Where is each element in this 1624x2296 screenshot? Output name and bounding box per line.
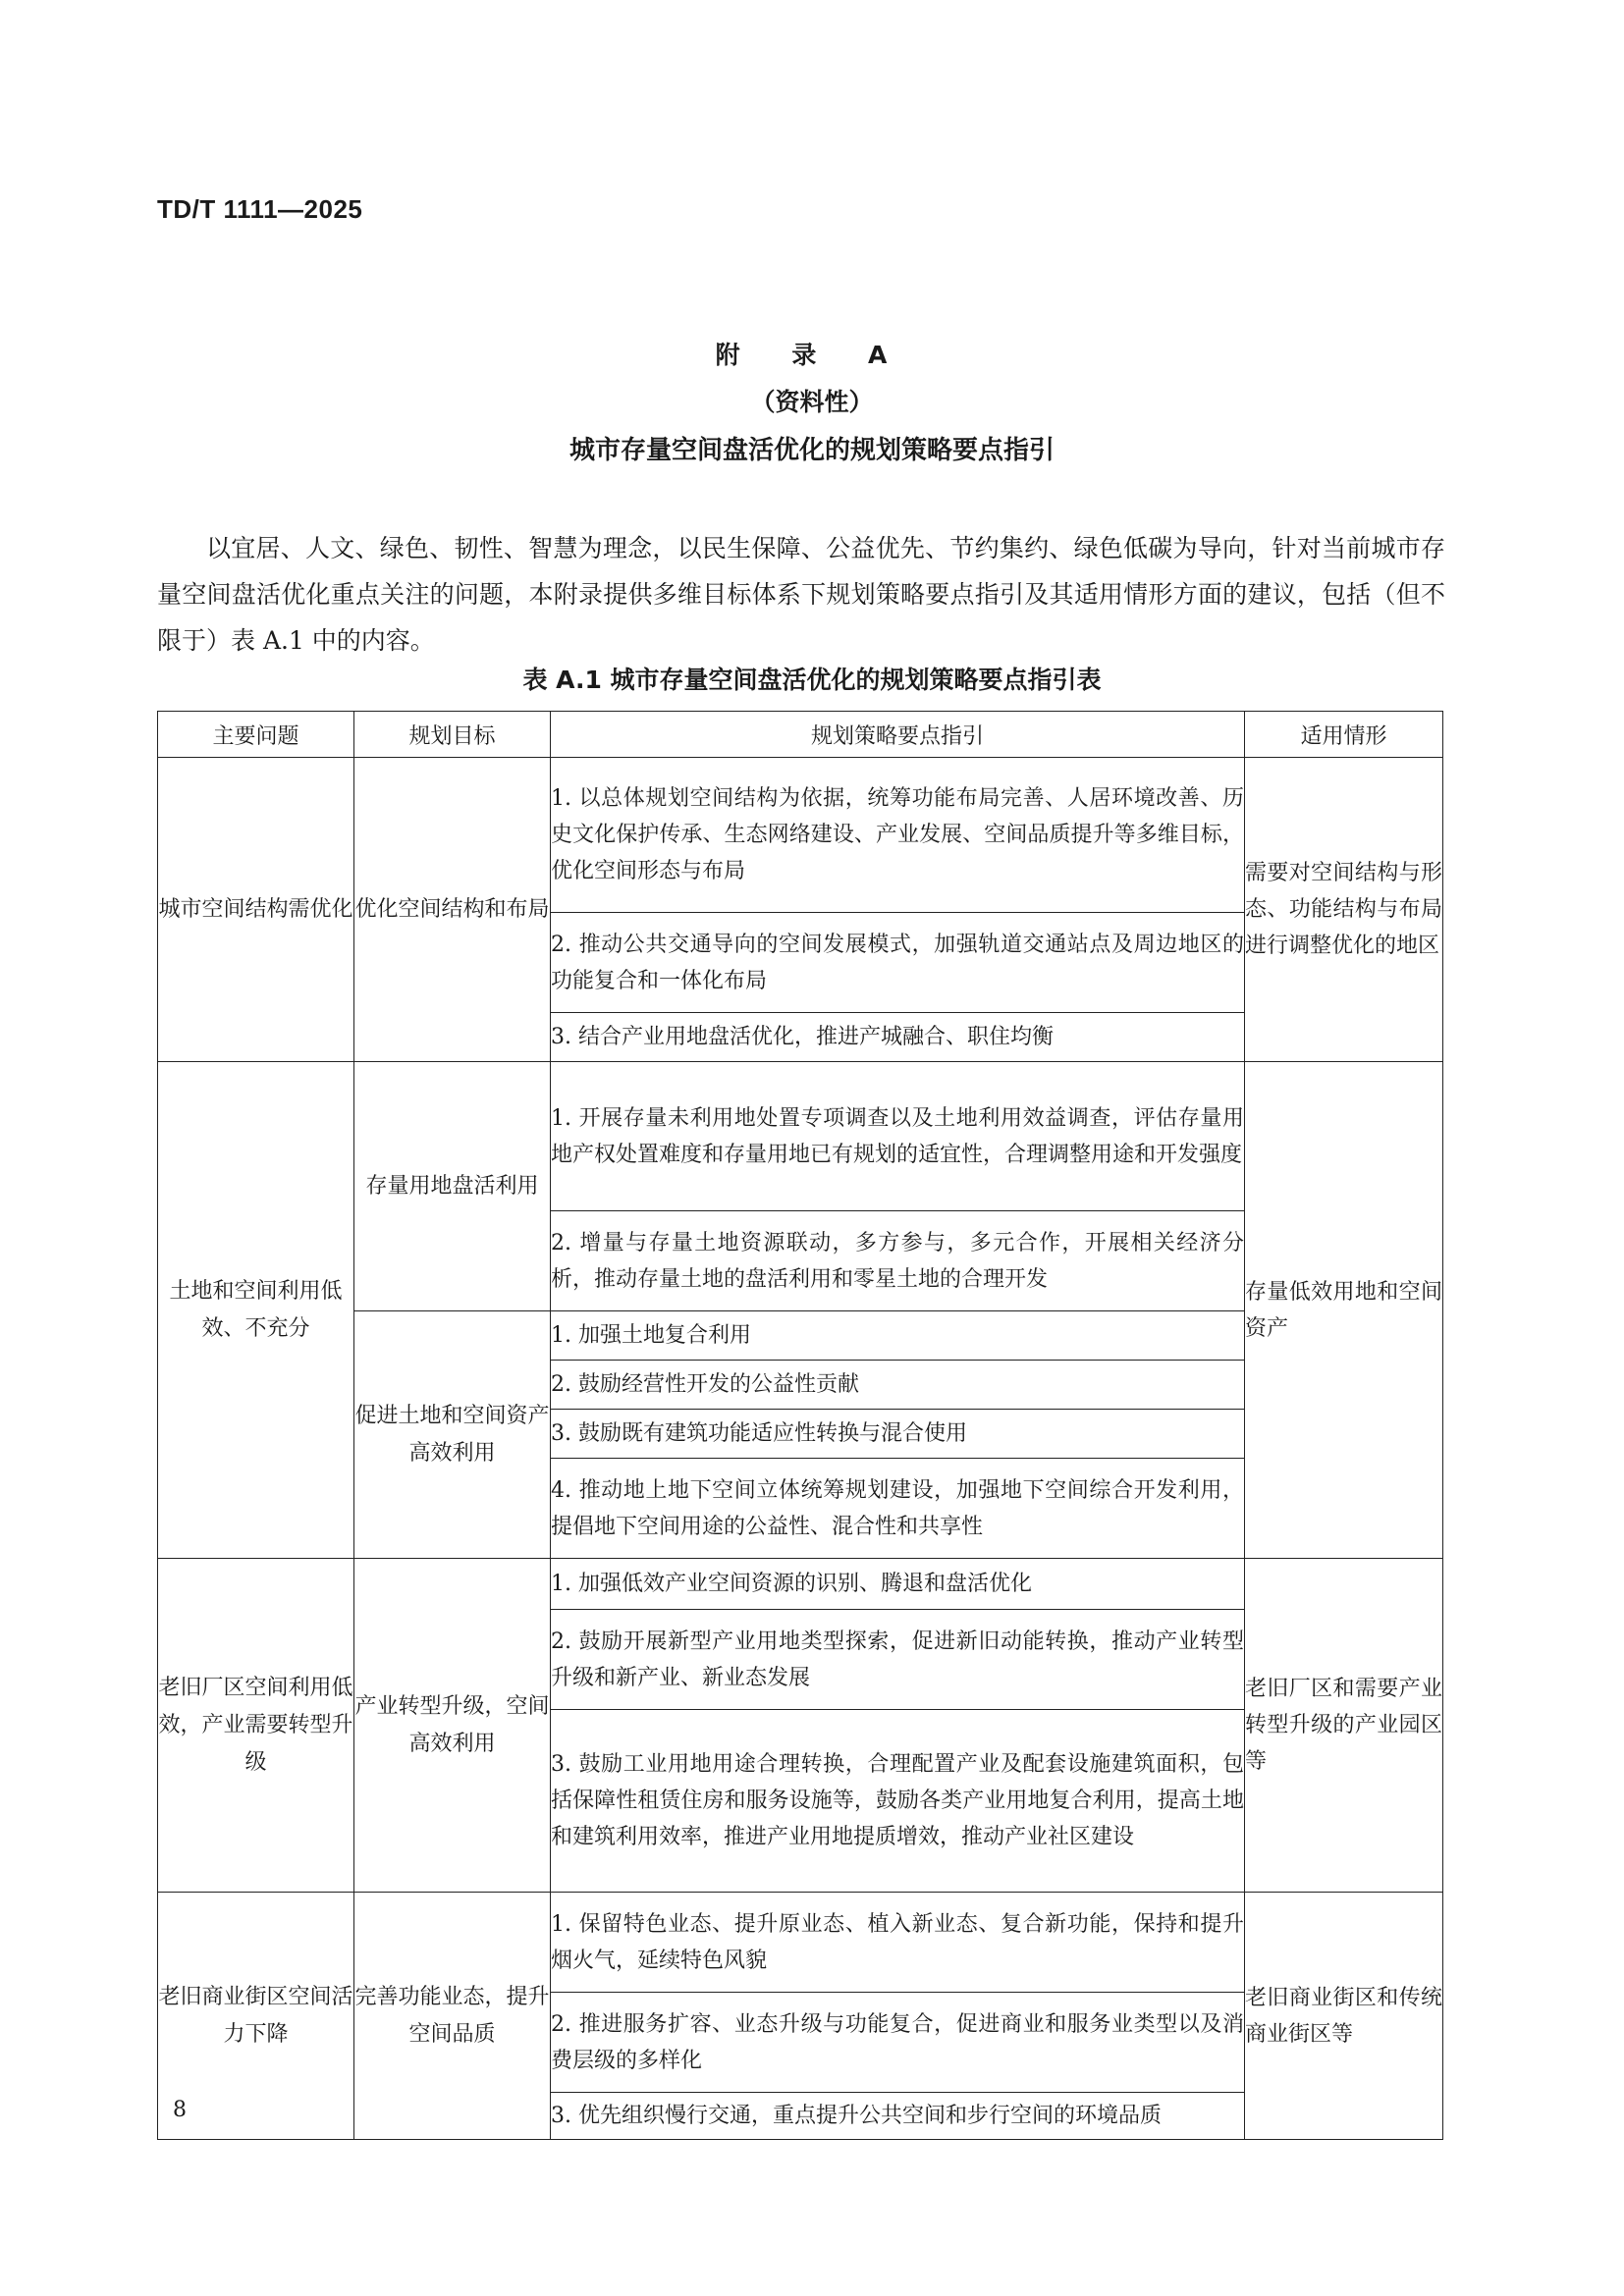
- table-caption: 表 A.1 城市存量空间盘活优化的规划策略要点指引表: [522, 666, 1102, 694]
- table-row: [158, 1893, 1443, 1993]
- strategy-cell: 1. 开展存量未利用地处置专项调查以及土地利用效益调查，评估存量用地产权处置难度和存量用地已有规划的适宜性，合理调整用途和开发强度: [551, 1062, 1245, 1211]
- strategy-cell: 1. 加强低效产业空间资源的识别、腾退和盘活优化: [551, 1559, 1245, 1610]
- scope-cell: 老旧厂区和需要产业转型升级的产业园区等: [1245, 1559, 1443, 1893]
- appendix-title-block: [0, 332, 1624, 475]
- header-cell: 规划策略要点指引: [551, 712, 1245, 758]
- strategy-cell: 2. 推动公共交通导向的空间发展模式，加强轨道交通站点及周边地区的功能复合和一体化布局: [551, 913, 1245, 1013]
- goal-cell: 优化空间结构和布局: [354, 758, 551, 1062]
- header-cell: 主要问题: [158, 712, 354, 758]
- problem-cell: 城市空间结构需优化: [158, 758, 354, 1062]
- strategy-cell: 3. 优先组织慢行交通，重点提升公共空间和步行空间的环境品质: [551, 2093, 1245, 2140]
- strategy-cell: 1. 加强土地复合利用: [551, 1311, 1245, 1361]
- strategy-cell: 3. 鼓励既有建筑功能适应性转换与混合使用: [551, 1410, 1245, 1459]
- strategy-cell: 2. 鼓励经营性开发的公益性贡献: [551, 1361, 1245, 1410]
- table-row: [158, 758, 1443, 913]
- scope-cell: 存量低效用地和空间资产: [1245, 1062, 1443, 1559]
- table-header-row: [158, 712, 1443, 758]
- problem-cell: 土地和空间利用低效、不充分: [158, 1062, 354, 1559]
- scope-cell: 老旧商业街区和传统商业街区等: [1245, 1893, 1443, 2140]
- header-cell: 规划目标: [354, 712, 551, 758]
- table-row: [158, 1062, 1443, 1211]
- strategy-cell: 2. 推进服务扩容、业态升级与功能复合，促进商业和服务业类型以及消费层级的多样化: [551, 1993, 1245, 2093]
- strategy-cell: 2. 增量与存量土地资源联动，多方参与，多元合作，开展相关经济分析，推动存量土地的盘活利用和零星土地的合理开发: [551, 1211, 1245, 1311]
- strategy-cell: 1. 保留特色业态、提升原业态、植入新业态、复合新功能，保持和提升烟火气，延续特色风貌: [551, 1893, 1245, 1993]
- goal-cell: 促进土地和空间资产高效利用: [354, 1311, 551, 1559]
- goal-cell: 存量用地盘活利用: [354, 1062, 551, 1311]
- page-number: 8: [173, 2098, 187, 2122]
- strategy-cell: 1. 以总体规划空间结构为依据，统筹功能布局完善、人居环境改善、历史文化保护传承、生态网络建设、产业发展、空间品质提升等多维目标，优化空间形态与布局: [551, 758, 1245, 913]
- strategy-cell: 2. 鼓励开展新型产业用地类型探索，促进新旧动能转换，推动产业转型升级和新产业、新业态发展: [551, 1610, 1245, 1710]
- table-row: [158, 1559, 1443, 1610]
- appendix-nature: （资料性）: [750, 388, 874, 416]
- scope-cell: 需要对空间结构与形态、功能结构与布局进行调整优化的地区: [1245, 758, 1443, 1062]
- strategy-table: [157, 711, 1443, 2140]
- standard-code: TD/T 1111—2025: [157, 194, 363, 224]
- strategy-cell: 4. 推动地上地下空间立体统筹规划建设，加强地下空间综合开发利用，提倡地下空间用途的公益性、混合性和共享性: [551, 1459, 1245, 1559]
- problem-cell: 老旧厂区空间利用低效，产业需要转型升级: [158, 1559, 354, 1893]
- intro-paragraph: 以宜居、人文、绿色、韧性、智慧为理念，以民生保障、公益优先、节约集约、绿色低碳为导向，针对当前城市存量空间盘活优化重点关注的问题，本附录提供多维目标体系下规划策略要点指引及其适用情形方面的建议，包括（但不限于）表 A.1 中的内容。: [157, 534, 1445, 655]
- goal-cell: 产业转型升级，空间高效利用: [354, 1559, 551, 1893]
- appendix-label: 附 录 A: [715, 341, 909, 369]
- strategy-cell: 3. 结合产业用地盘活优化，推进产城融合、职住均衡: [551, 1013, 1245, 1062]
- goal-cell: 完善功能业态，提升空间品质: [354, 1893, 551, 2140]
- strategy-cell: 3. 鼓励工业用地用途合理转换，合理配置产业及配套设施建筑面积，包括保障性租赁住房和服务设施等，鼓励各类产业用地复合利用，提高土地和建筑利用效率，推进产业用地提质增效，推动产业社区建设: [551, 1710, 1245, 1893]
- problem-cell: 老旧商业街区空间活力下降: [158, 1893, 354, 2140]
- header-cell: 适用情形: [1245, 712, 1443, 758]
- appendix-title: 城市存量空间盘活优化的规划策略要点指引: [568, 436, 1055, 465]
